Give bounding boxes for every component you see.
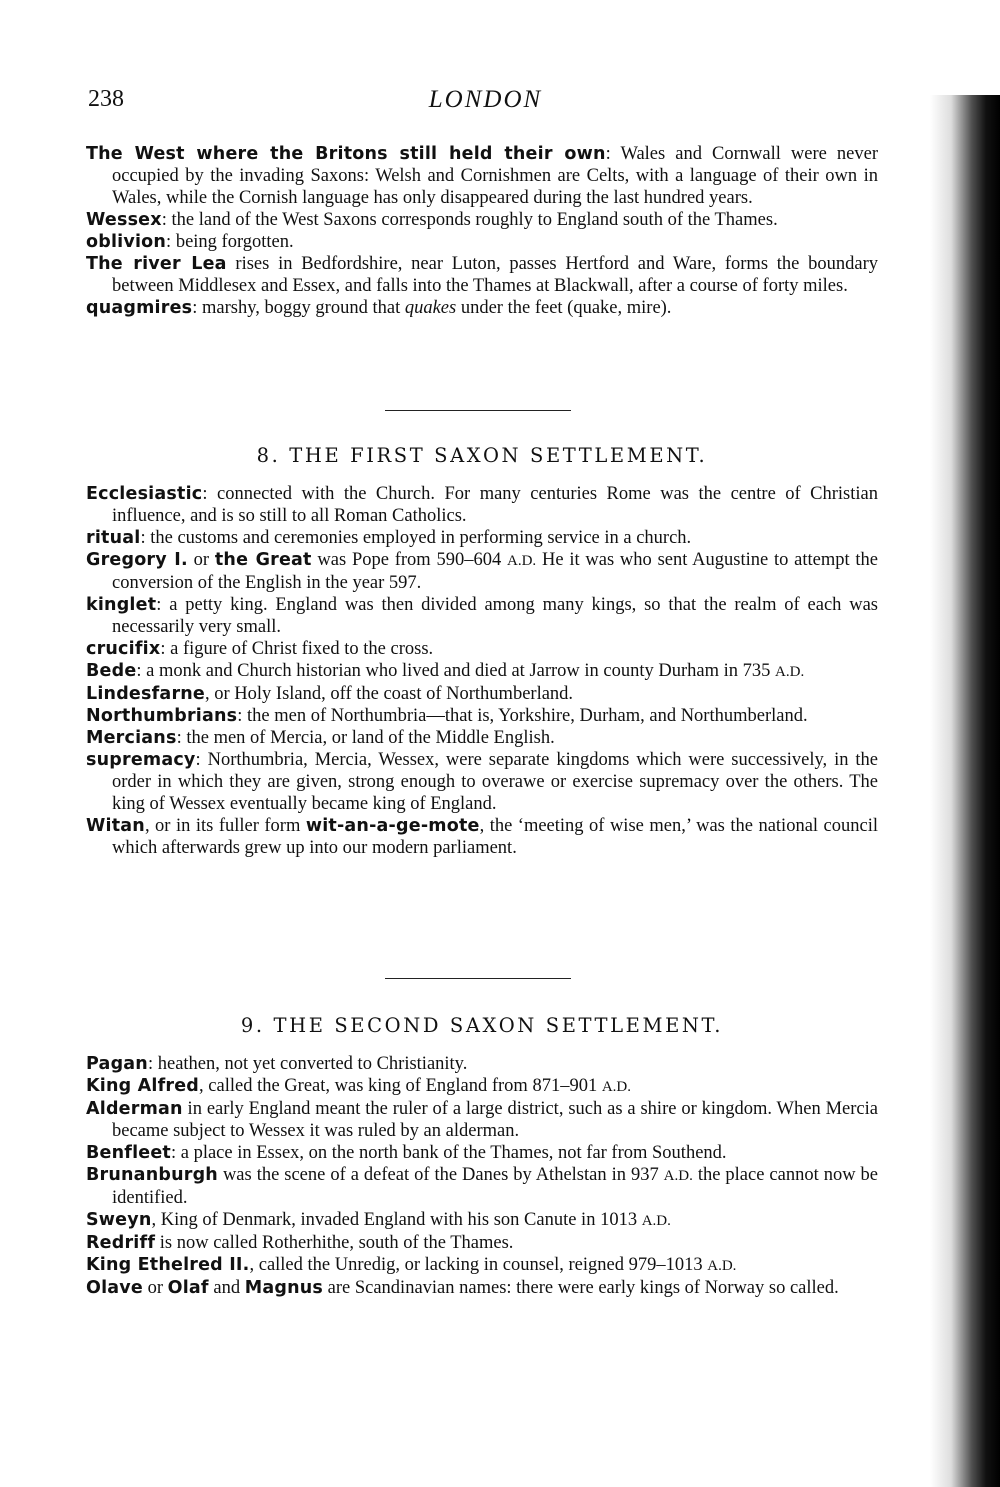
entry-olave: Olave or Olaf and Magnus are Scandinavian names: there were early kings of Norway so called. [86,1278,839,1298]
entry-gregory: Gregory I. or the Great was Pope from 590–604 A.D. He it was who sent Augustine to attempt the conversion of the English in the year 597. [86,550,878,593]
entry-river-lea: The river Lea rises in Bedfordshire, near Luton, passes Hertford and Ware, forms the boundary between Middlesex and Essex, and falls into the Thames at Blackwall, after a course of forty miles. [86,254,878,296]
section-8-heading: 8. THE FIRST SAXON SETTLEMENT. [256,444,708,467]
entry-kinglet: kinglet: a petty king. England was then divided among many kings, so that the realm of each was necessarily very small. [86,595,878,637]
entry-king-alfred: King Alfred, called the Great, was king of England from 871–901 A.D. [86,1076,631,1096]
section-8-notes [86,483,878,859]
section-divider [385,978,571,979]
entry-ecclesiastic: Ecclesiastic: connected with the Church. For many centuries Rome was the centre of Christian influence, and is so still to all Roman Catholics. [86,484,878,526]
entry-oblivion: oblivion: being forgotten. [86,232,294,252]
entry-brunanburgh: Brunanburgh was the scene of a defeat of the Danes by Athelstan in 937 A.D. the place cannot now be identified. [86,1165,878,1208]
entry-witan: Witan, or in its fuller form wit-an-a-ge-mote, the ‘meeting of wise men,’ was the national council which afterwards grew up into our modern parliament. [86,816,878,858]
section-divider [385,410,571,411]
page-edge-shadow [930,95,1000,1487]
entry-benfleet: Benfleet: a place in Essex, on the north bank of the Thames, not far from Southend. [86,1143,727,1163]
section-9-heading: 9. THE SECOND SAXON SETTLEMENT. [240,1014,724,1037]
section-9-notes [86,1053,878,1299]
entry-northumbrians: Northumbrians: the men of Northumbria—that is, Yorkshire, Durham, and Northumberland. [86,706,808,726]
entry-supremacy: supremacy: Northumbria, Mercia, Wessex, were separate kingdoms which were successively, in the order in which they are given, strong enough to overawe or exercise supremacy over the others. The king of Wessex eventually became king of England. [86,750,878,814]
entry-sweyn: Sweyn, King of Denmark, invaded England with his son Canute in 1013 A.D. [86,1210,671,1230]
entry-bede: Bede: a monk and Church historian who lived and died at Jarrow in county Durham in 735 A.D. [86,661,805,681]
entry-mercians: Mercians: the men of Mercia, or land of the Middle English. [86,728,555,748]
entry-crucifix: crucifix: a figure of Christ fixed to the cross. [86,639,434,659]
entry-wessex: Wessex: the land of the West Saxons corresponds roughly to England south of the Thames. [86,210,778,230]
entry-lindesfarne: Lindesfarne, or Holy Island, off the coast of Northumberland. [86,684,574,704]
page-header [88,86,883,116]
running-title: LONDON [428,86,543,113]
entry-quagmires: quagmires: marshy, boggy ground that quakes under the feet (quake, mire). [86,298,672,318]
entry-pagan: Pagan: heathen, not yet converted to Christianity. [86,1054,468,1074]
entry-west-britons: The West where the Britons still held their own: Wales and Cornwall were never occupied by the invading Saxons: Welsh and Cornishmen are Celts, with a language of their own in Wales, while the Cornish language has only disappeared during the last hundred years. [86,144,878,208]
page-number: 238 [88,86,124,112]
entry-ethelred: King Ethelred II., called the Unredig, or lacking in counsel, reigned 979–1013 A.D. [86,1255,737,1275]
entry-redriff: Redriff is now called Rotherhithe, south of the Thames. [86,1233,514,1253]
entry-ritual: ritual: the customs and ceremonies employed in performing service in a church. [86,528,692,548]
entry-alderman: Alderman in early England meant the ruler of a large district, such as a shire or kingdom. When Mercia became subject to Wessex it was ruled by an alderman. [86,1099,878,1141]
section-7-notes [86,143,878,319]
